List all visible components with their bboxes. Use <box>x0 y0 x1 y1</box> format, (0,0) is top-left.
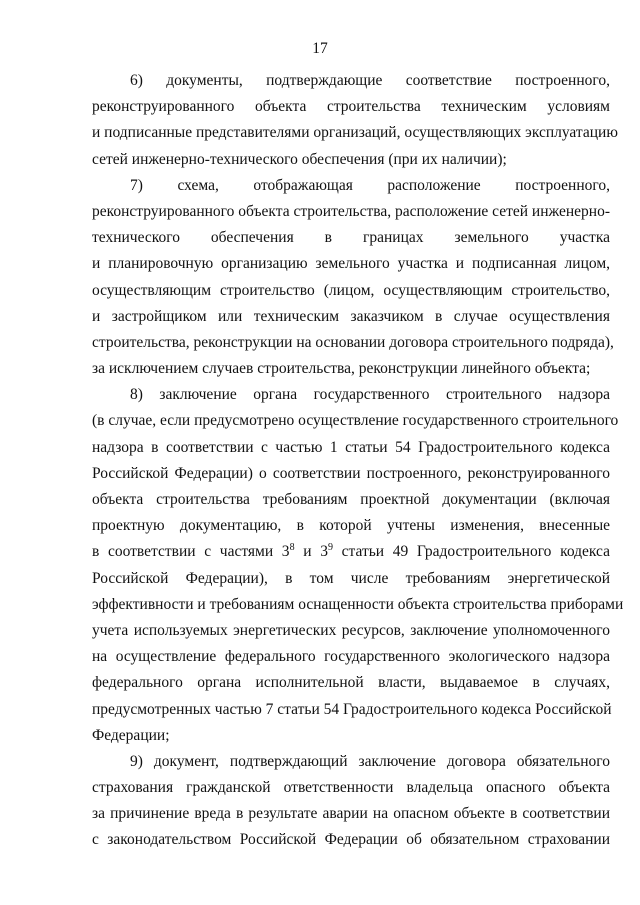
text-line: (в случае, если предусмотрено осуществление государственного строительного <box>92 412 619 430</box>
superscript: 9 <box>327 542 333 554</box>
text-line: страхования гражданской ответственности владельца опасного объекта <box>92 779 610 797</box>
text-line: эффективности и требованиям оснащенности объекта строительства приборами <box>92 595 624 613</box>
text-line: предусмотренных частью 7 статьи 54 Градостроительного кодекса Российской <box>92 700 612 718</box>
text-line: за исключением случаев строительства, реконструкции линейного объекта; <box>92 360 591 378</box>
text-line: Российской Федерации), в том числе требованиям энергетической <box>92 569 610 587</box>
text-line: Федерации; <box>92 726 170 744</box>
text-line: федерального органа исполнительной власти, выдаваемое в случаях, <box>92 674 610 692</box>
text-line: за причинение вреда в результате аварии на опасном объекте в соответствии <box>92 805 610 823</box>
text-line-with-superscripts <box>92 539 610 565</box>
text-line: 9) документ, подтверждающий заключение договора обязательного <box>130 752 610 770</box>
text-line: учета используемых энергетических ресурсов, заключение уполномоченного <box>92 621 610 639</box>
text-line: Российской Федерации) о соответствии построенного, реконструированного <box>92 464 610 482</box>
text-line: технического обеспечения в границах земельного участка <box>92 229 610 247</box>
text-fragment: и 3 <box>294 543 328 561</box>
text-line: 8) заключение органа государственного строительного надзора <box>130 386 610 404</box>
text-line: 7) схема, отображающая расположение построенного, <box>130 176 610 194</box>
text-line: 6) документы, подтверждающие соответствие построенного, <box>130 72 610 89</box>
text-line: сетей инженерно-технического обеспечения (при их наличии); <box>92 150 507 168</box>
text-line: проектную документацию, в которой учтены изменения, внесенные <box>92 517 610 535</box>
text-line: и подписанные представителями организаций, осуществляющих эксплуатацию <box>92 124 618 142</box>
text-fragment: статьи 49 Градостроительного кодекса <box>332 543 610 561</box>
text-line: с законодательством Российской Федерации об обязательном страховании <box>92 831 610 849</box>
page-number: 17 <box>312 40 328 57</box>
text-line: строительства, реконструкции на основании договора строительного подряда), <box>92 333 614 351</box>
text-line: реконструированного объекта строительства техническим условиям <box>92 98 610 116</box>
text-line: осуществляющим строительство (лицом, осуществляющим строительство, <box>92 281 610 299</box>
text-line: и застройщиком или техническим заказчиком в случае осуществления <box>92 307 610 325</box>
text-fragment: в соответствии с частями 3 <box>92 543 290 561</box>
superscript: 8 <box>289 542 295 554</box>
text-line: объекта строительства требованиям проектной документации (включая <box>92 491 610 508</box>
document-body <box>92 68 624 854</box>
text-line: надзора в соответствии с частью 1 статьи 54 Градостроительного кодекса <box>92 438 610 456</box>
text-line: на осуществление федерального государственного экологического надзора <box>92 648 610 666</box>
text-line: и планировочную организацию земельного участка и подписанная лицом, <box>92 255 610 273</box>
text-line: реконструированного объекта строительства, расположение сетей инженерно- <box>92 202 611 220</box>
